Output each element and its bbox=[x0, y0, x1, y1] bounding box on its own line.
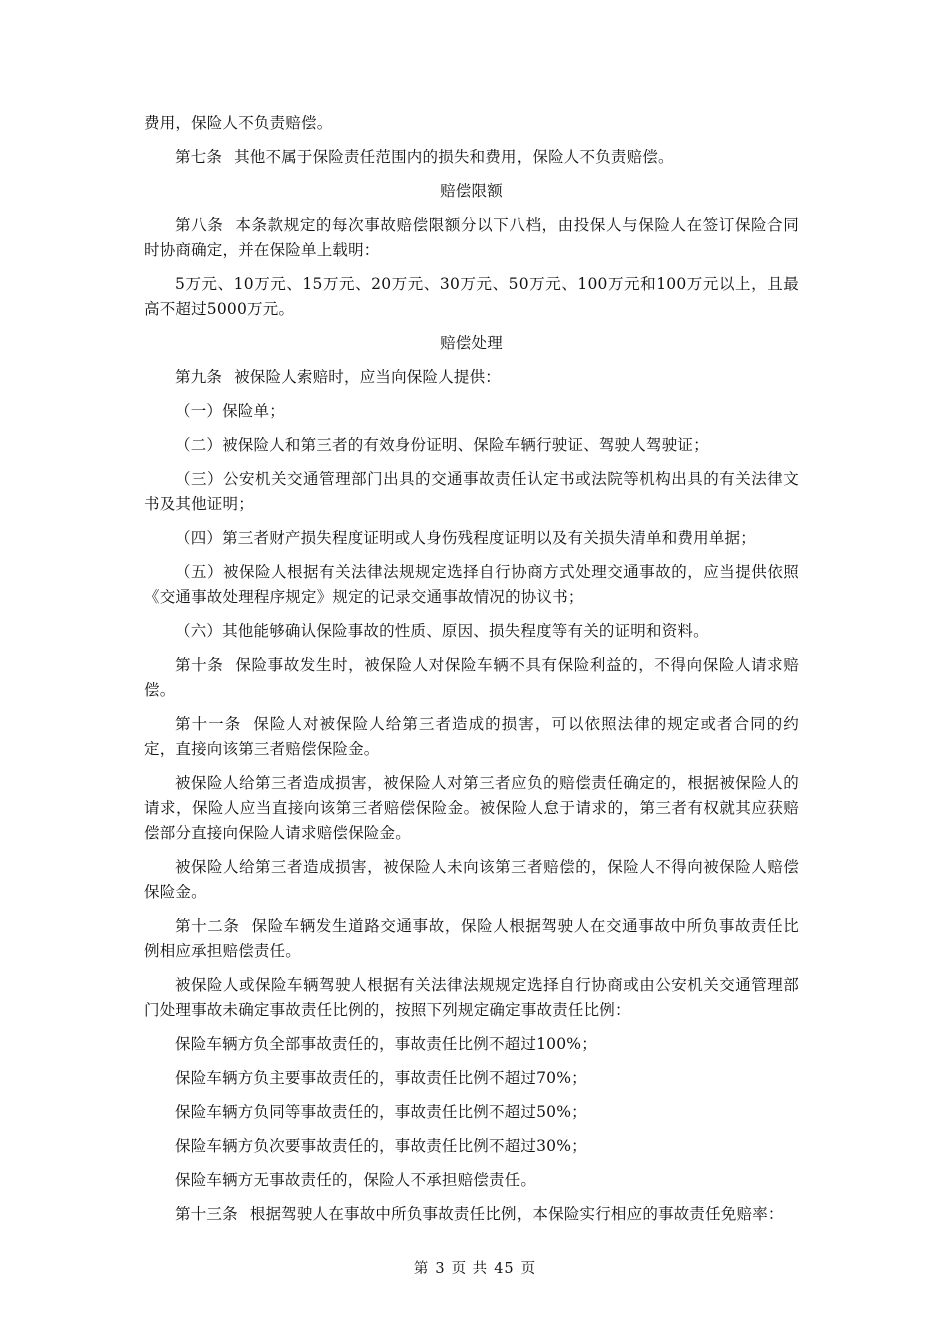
article-8-number: 第八条 bbox=[175, 216, 224, 234]
footer-page-suffix: 页 bbox=[520, 1261, 537, 1277]
article-9-item-1: （一）保险单； bbox=[175, 402, 285, 420]
article-8 bbox=[144, 213, 799, 263]
article-9-item-3: （三）公安机关交通管理部门出具的交通事故责任认定书或法院等机构出具的有关法律文书及其他证明； bbox=[144, 470, 799, 513]
article-7-text: 其他不属于保险责任范围内的损失和费用，保险人不负责赔偿。 bbox=[234, 148, 674, 166]
article-11-text: 保险人对被保险人给第三者造成的损害，可以依照法律的规定或者合同的约定，直接向该第三者赔偿保险金。 bbox=[144, 715, 799, 758]
footer-page-number: 3 bbox=[435, 1261, 446, 1277]
article-11 bbox=[144, 712, 799, 762]
article-12-ratio-1: 保险车辆方负全部事故责任的，事故责任比例不超过100%； bbox=[175, 1035, 597, 1053]
article-9 bbox=[144, 365, 799, 390]
article-12-text: 保险车辆发生道路交通事故，保险人根据驾驶人在交通事故中所负事故责任比例相应承担赔偿责任。 bbox=[144, 917, 799, 960]
article-12-ratio-2: 保险车辆方负主要事故责任的，事故责任比例不超过70%； bbox=[175, 1069, 587, 1087]
page-footer bbox=[0, 1259, 950, 1279]
footer-page-mid: 页 共 bbox=[451, 1261, 489, 1277]
article-8-text: 本条款规定的每次事故赔偿限额分以下八档，由投保人与保险人在签订保险合同时协商确定，并在保险单上载明： bbox=[144, 216, 799, 259]
article-13 bbox=[144, 1202, 799, 1227]
article-7 bbox=[144, 145, 799, 170]
section-heading-limit: 赔偿限额 bbox=[440, 182, 503, 200]
article-12-ratio-5: 保险车辆方无事故责任的，保险人不承担赔偿责任。 bbox=[175, 1171, 537, 1189]
article-13-text: 根据驾驶人在事故中所负事故责任比例，本保险实行相应的事故责任免赔率： bbox=[249, 1205, 784, 1223]
section-heading-claims: 赔偿处理 bbox=[440, 334, 503, 352]
article-9-item-6: （六）其他能够确认保险事故的性质、原因、损失程度等有关的证明和资料。 bbox=[175, 622, 709, 640]
article-9-item-4: （四）第三者财产损失程度证明或人身伤残程度证明以及有关损失清单和费用单据； bbox=[175, 529, 756, 547]
article-9-item-5: （五）被保险人根据有关法律法规规定选择自行协商方式处理交通事故的，应当提供依照《交通事故处理程序规定》规定的记录交通事故情况的协议书； bbox=[144, 563, 799, 606]
article-11-paragraph-2: 被保险人给第三者造成损害，被保险人对第三者应负的赔偿责任确定的，根据被保险人的请求，保险人应当直接向该第三者赔偿保险金。被保险人怠于请求的，第三者有权就其应获赔偿部分直接向保险人请求赔偿保险金。 bbox=[144, 774, 799, 842]
article-11-number: 第十一条 bbox=[175, 715, 242, 733]
article-10 bbox=[144, 653, 799, 703]
article-12-number: 第十二条 bbox=[175, 917, 240, 935]
article-8-amounts: 5万元、10万元、15万元、20万元、30万元、50万元、100万元和100万元以上，且最高不超过5000万元。 bbox=[144, 275, 799, 318]
article-13-number: 第十三条 bbox=[175, 1205, 238, 1223]
article-12-paragraph-2: 被保险人或保险车辆驾驶人根据有关法律法规规定选择自行协商或由公安机关交通管理部门处理事故未确定事故责任比例的，按照下列规定确定事故责任比例： bbox=[144, 976, 799, 1019]
footer-page-prefix: 第 bbox=[413, 1261, 430, 1277]
footer-page-total: 45 bbox=[494, 1261, 515, 1277]
article-12-ratio-3: 保险车辆方负同等事故责任的，事故责任比例不超过50%； bbox=[175, 1103, 587, 1121]
article-10-text: 保险事故发生时，被保险人对保险车辆不具有保险利益的，不得向保险人请求赔偿。 bbox=[144, 656, 799, 699]
article-9-number: 第九条 bbox=[175, 368, 223, 386]
document-body bbox=[144, 111, 799, 1236]
article-9-item-2: （二）被保险人和第三者的有效身份证明、保险车辆行驶证、驾驶人驾驶证； bbox=[175, 436, 709, 454]
article-9-text: 被保险人索赔时，应当向保险人提供： bbox=[234, 368, 502, 386]
article-12 bbox=[144, 914, 799, 964]
article-10-number: 第十条 bbox=[175, 656, 224, 674]
article-12-ratio-4: 保险车辆方负次要事故责任的，事故责任比例不超过30%； bbox=[175, 1137, 587, 1155]
continuation-paragraph: 费用，保险人不负责赔偿。 bbox=[144, 114, 333, 132]
article-11-paragraph-3: 被保险人给第三者造成损害，被保险人未向该第三者赔偿的，保险人不得向被保险人赔偿保险金。 bbox=[144, 858, 799, 901]
article-7-number: 第七条 bbox=[175, 148, 223, 166]
